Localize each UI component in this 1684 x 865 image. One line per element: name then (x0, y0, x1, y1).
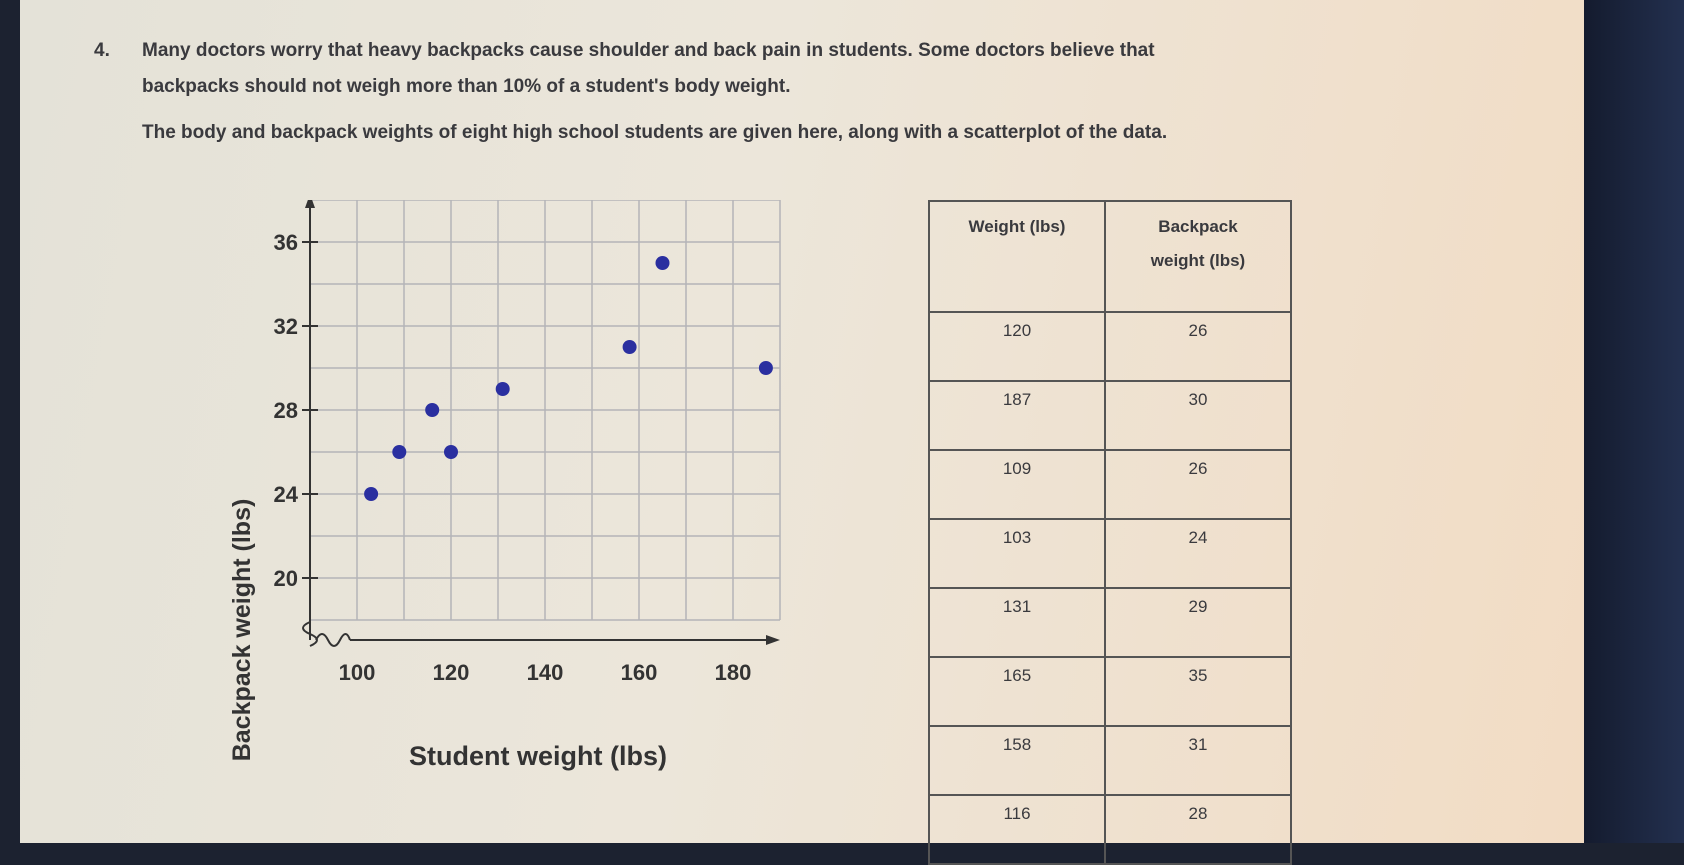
x-tick-label: 160 (620, 660, 658, 685)
data-point (496, 382, 510, 396)
x-tick-label: 120 (432, 660, 470, 685)
y-tick-label: 36 (273, 230, 298, 255)
table-cell: 28 (1105, 795, 1291, 864)
table-cell: 187 (929, 381, 1105, 450)
x-tick-label: 180 (714, 660, 752, 685)
data-point (364, 487, 378, 501)
data-point (425, 403, 439, 417)
worksheet-page (20, 0, 1584, 843)
data-point (656, 256, 670, 270)
y-tick-label: 20 (273, 566, 298, 591)
data-point (623, 340, 637, 354)
monitor-bezel (1584, 0, 1684, 843)
data-point (759, 361, 773, 375)
table-cell: 165 (929, 657, 1105, 726)
tick-labels (274, 230, 752, 685)
y-tick-label: 28 (273, 398, 298, 423)
table-row (929, 726, 1291, 795)
table-header-cell: Backpack weight (lbs) (1105, 201, 1291, 312)
data-table (928, 200, 1292, 865)
data-point (392, 445, 406, 459)
table-cell: 29 (1105, 588, 1291, 657)
table-cell: 26 (1105, 450, 1291, 519)
table-header-cell: Weight (lbs) (929, 201, 1105, 312)
scatterplot (220, 200, 870, 790)
x-axis-label: Student weight (lbs) (409, 741, 667, 771)
grid (310, 200, 780, 620)
problem-text-line-1: Many doctors worry that heavy backpacks cause shoulder and back pain in students. Some doctors believe that (142, 40, 1155, 61)
table-cell: 26 (1105, 312, 1291, 381)
table-row (929, 381, 1291, 450)
table-row (929, 312, 1291, 381)
table-cell: 31 (1105, 726, 1291, 795)
table-cell: 35 (1105, 657, 1291, 726)
y-tick-label: 24 (273, 482, 298, 507)
table-row (929, 657, 1291, 726)
axes (302, 200, 780, 646)
problem-text-line-3: The body and backpack weights of eight high school students are given here, along with a scatterplot of the data. (142, 122, 1168, 143)
y-axis-arrow (305, 200, 315, 208)
x-tick-label: 100 (338, 660, 376, 685)
table-cell: 158 (929, 726, 1105, 795)
table-cell: 131 (929, 588, 1105, 657)
data-points (364, 256, 773, 501)
table-cell: 24 (1105, 519, 1291, 588)
problem-text-line-2: backpacks should not weigh more than 10% of a student's body weight. (142, 76, 791, 97)
table-cell: 30 (1105, 381, 1291, 450)
data-point (444, 445, 458, 459)
table-row (929, 588, 1291, 657)
table-row (929, 795, 1291, 864)
table-row (929, 450, 1291, 519)
y-axis-label: Backpack weight (lbs) (228, 498, 256, 762)
x-tick-label: 140 (526, 660, 564, 685)
table-cell: 120 (929, 312, 1105, 381)
question-number: 4. (94, 40, 110, 61)
table-cell: 116 (929, 795, 1105, 864)
y-tick-label: 32 (273, 314, 298, 339)
table-header-row (929, 201, 1291, 312)
table-cell: 103 (929, 519, 1105, 588)
table-row (929, 519, 1291, 588)
table-cell: 109 (929, 450, 1105, 519)
x-axis-arrow (766, 635, 780, 645)
